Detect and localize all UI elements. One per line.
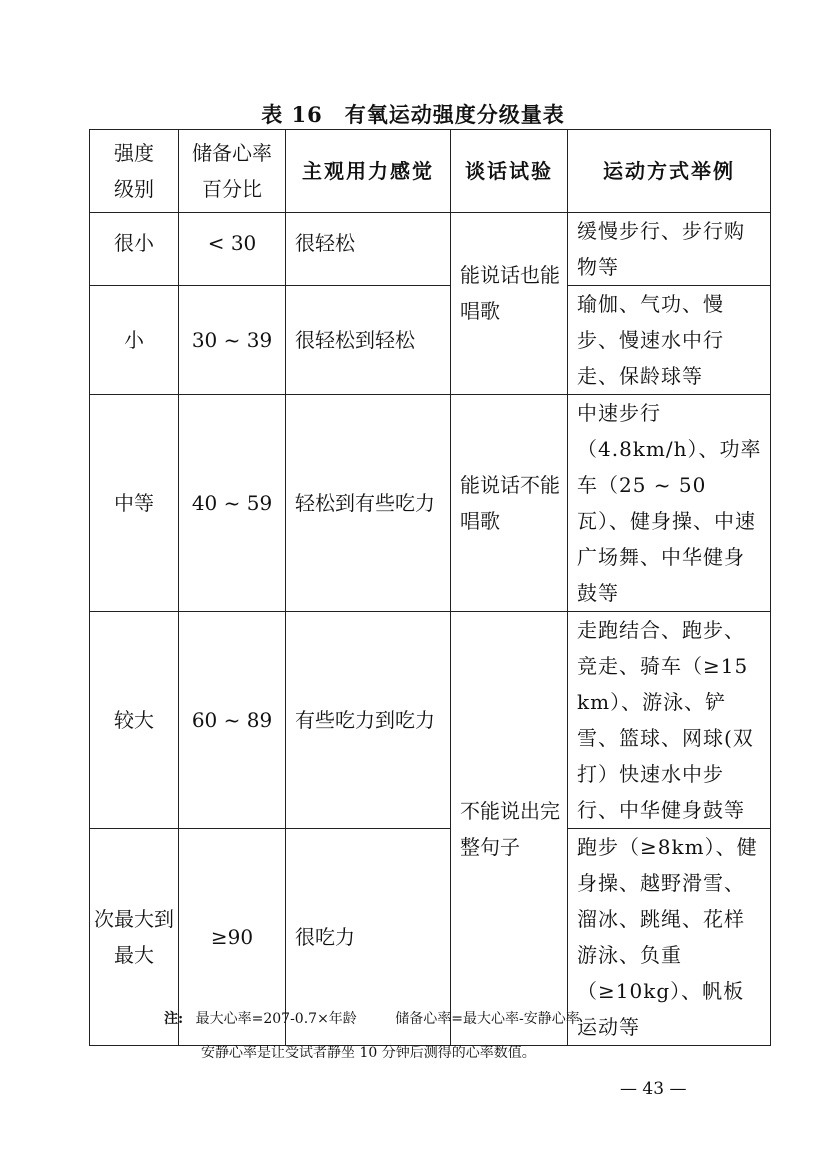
cell-hrr: 30 ~ 39 [179,286,286,395]
note-prefix: 注: [164,1011,184,1027]
table-row [90,612,771,829]
cell-perceived: 很吃力 [286,829,451,1046]
cell-perceived: 很轻松 [286,213,451,286]
cell-perceived: 很轻松到轻松 [286,286,451,395]
cell-examples: 中速步行（4.8km/h）、功率车（25 ~ 50 瓦）、健身操、中速广场舞、中华健身鼓等 [568,395,771,612]
page-number: — 43 — [620,1079,687,1099]
table-header-row [90,130,771,213]
cell-hrr: < 30 [179,213,286,286]
cell-examples: 走跑结合、跑步、竞走、骑车（≥15 km）、游泳、铲雪、篮球、网球(双打）快速水中步行、中华健身鼓等 [568,612,771,829]
intensity-table [89,129,771,1046]
cell-level: 中等 [90,395,179,612]
table-note [164,1008,580,1028]
cell-talk-test: 不能说出完整句子 [451,612,568,1046]
cell-perceived: 轻松到有些吃力 [286,395,451,612]
header-examples: 运动方式举例 [568,130,771,213]
note-hrr-formula: 储备心率=最大心率-安静心率 [395,1011,580,1027]
cell-level: 很小 [90,213,179,286]
header-talk-test: 谈话试验 [451,130,568,213]
cell-level: 较大 [90,612,179,829]
cell-perceived: 有些吃力到吃力 [286,612,451,829]
header-perceived: 主观用力感觉 [286,130,451,213]
cell-hrr: 60 ~ 89 [179,612,286,829]
header-hrr: 储备心率 百分比 [179,130,286,213]
table-title: 表 16 有氧运动强度分级量表 [261,102,565,127]
note-max-hr-formula: 最大心率=207-0.7×年龄 [195,1011,357,1027]
note-resting-hr: 安静心率是让受试者静坐 10 分钟后测得的心率数值。 [201,1045,536,1061]
table-row [90,213,771,286]
header-level: 强度 级别 [90,130,179,213]
cell-hrr: 40 ~ 59 [179,395,286,612]
cell-examples: 跑步（≥8km）、健身操、越野滑雪、溜冰、跳绳、花样游泳、负重（≥10kg）、帆板运动等 [568,829,771,1046]
cell-talk-test: 能说话不能唱歌 [451,395,568,612]
cell-level: 次最大到最大 [90,829,179,1046]
cell-examples: 缓慢步行、步行购物等 [568,213,771,286]
cell-talk-test: 能说话也能唱歌 [451,213,568,395]
cell-level: 小 [90,286,179,395]
cell-hrr: ≥90 [179,829,286,1046]
table-row [90,286,771,395]
cell-examples: 瑜伽、气功、慢步、慢速水中行走、保龄球等 [568,286,771,395]
table-row [90,395,771,612]
